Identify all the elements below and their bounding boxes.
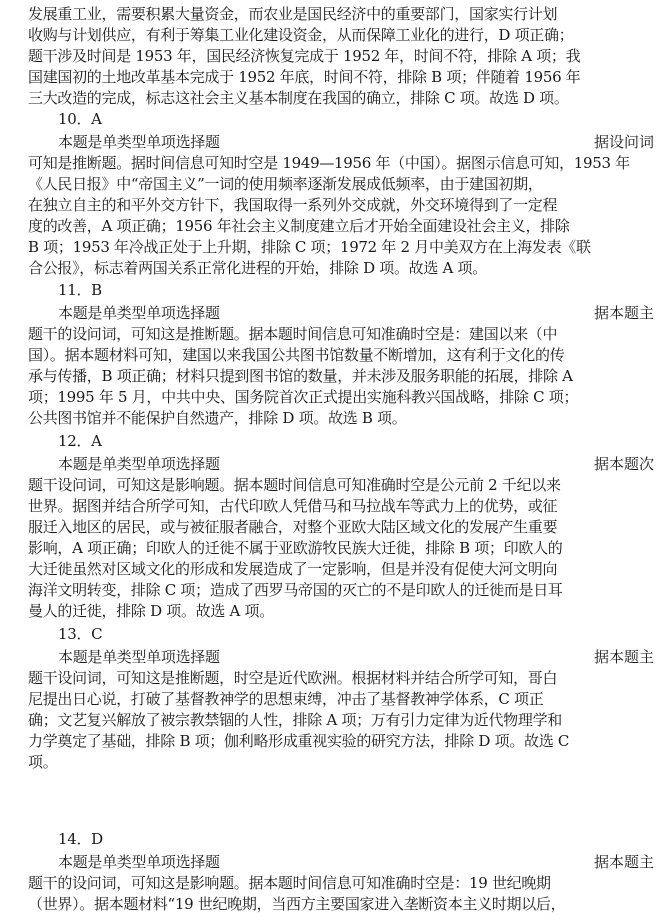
q12-line-5: 大迁徙虽然对区域文化的形成和发展造成了一定影响，但是并没有促使大河文明向	[28, 560, 558, 578]
intro-line-1: 发展重工业，需要积累大量资金，而农业是国民经济中的重要部门，国家实行计划	[28, 5, 558, 23]
q12-answer: 12．A	[58, 432, 102, 450]
intro-line-2: 收购与计划供应，有利于筹集工业化建设资金，从而保障工业化的进行，D 项正确；	[28, 26, 574, 44]
q12-line-2: 世界。据图并结合所学可知，古代印欧人凭借马和马拉战车等武力上的优势，或征	[28, 497, 558, 515]
q13-line-4: 力学奠定了基础，排除 B 项；伽利略形成重视实验的研究方法，排除 D 项。故选 C	[28, 732, 570, 750]
q11-line-2: 国）。据本题材料可知，建国以来我国公共图书馆数量不断增加，这有利于文化的传	[28, 346, 565, 364]
q11-line-4: 项；1995 年 5 月，中共中央、国务院首次正式提出实施科教兴国战略，排除 C 项；	[28, 388, 579, 406]
q10-line-2: 《人民日报》中“帝国主义”一词的使用频率逐渐发展成低频率，由于建国初期，	[28, 175, 543, 193]
q10-answer: 10．A	[58, 110, 102, 128]
q10-line-4: 度的改善，A 项正确；1956 年社会主义制度建立后才开始全面建设社会主义，排除	[28, 217, 570, 235]
intro-line-3: 题干涉及时间是 1953 年，国民经济恢复完成于 1952 年，时间不符，排除 A 项；我	[28, 47, 581, 65]
q12-line-4: 影响，A 项正确；印欧人的迁徙不属于亚欧游牧民族大迁徙，排除 B 项；印欧人的	[28, 539, 563, 557]
q11-type: 本题是单类型单项选择题	[58, 304, 220, 322]
q13-line-5: 项。	[28, 753, 58, 771]
q10-type: 本题是单类型单项选择题	[58, 133, 220, 151]
q11-answer: 11．B	[58, 281, 102, 299]
q10-line-1: 可知是推断题。据时间信息可知时空是 1949—1956 年（中国）。据图示信息可知，1953 年	[28, 154, 630, 172]
intro-line-4: 国建国初的土地改革基本完成于 1952 年底，时间不符，排除 B 项；伴随着 1956 年	[28, 68, 581, 86]
q12-line-6: 海洋文明转变，排除 C 项；造成了西罗马帝国的灭亡的不是印欧人的迁徙而是日耳	[28, 581, 563, 599]
q13-line-3: 确；文艺复兴解放了被宗教禁锢的人性，排除 A 项；万有引力定律为近代物理学和	[28, 711, 562, 729]
q10-line-6: 合公报》，标志着两国关系正常化进程的开始，排除 D 项。故选 A 项。	[28, 259, 487, 277]
q13-hint: 据本题主	[593, 648, 654, 666]
q14-hint: 据本题主	[593, 853, 654, 871]
q13-line-1: 题干设问词，可知这是推断题，时空是近代欧洲。根据材料并结合所学可知，哥白	[28, 669, 558, 687]
q11-line-3: 承与传播，B 项正确；材料只提到图书馆的数量，并未涉及服务职能的拓展，排除 A	[28, 367, 573, 385]
q14-line-2: （世界）。据本题材料“19 世纪晚期，当西方主要国家进入垄断资本主义时期以后，	[28, 895, 566, 913]
q11-line-1: 题干的设问词，可知这是推断题。据本题时间信息可知准确时空是：建国以来（中	[28, 325, 558, 343]
q14-type: 本题是单类型单项选择题	[58, 853, 220, 871]
q10-line-3: 在独立自主的和平外交方针下，我国取得一系列外交成就，外交环境得到了一定程	[28, 196, 558, 214]
q10-hint: 据设问词	[593, 133, 654, 151]
q12-line-7: 曼人的迁徙，排除 D 项。故选 A 项。	[28, 602, 274, 620]
q11-line-5: 公共图书馆并不能保护自然遗产，排除 D 项。故选 B 项。	[28, 409, 407, 427]
q14-line-1: 题干的设问词，可知这是影响题。据本题时间信息可知准确时空是：19 世纪晚期	[28, 874, 551, 892]
q12-type: 本题是单类型单项选择题	[58, 455, 220, 473]
q12-hint: 据本题次	[593, 455, 654, 473]
q14-answer: 14．D	[58, 830, 103, 848]
q12-line-3: 服迁入地区的居民，或与被征服者融合，对整个亚欧大陆区域文化的发展产生重要	[28, 518, 558, 536]
q13-type: 本题是单类型单项选择题	[58, 648, 220, 666]
q12-line-1: 题干设问词，可知这是影响题。据本题时间信息可知准确时空是公元前 2 千纪以来	[28, 476, 561, 494]
q13-line-2: 尼提出日心说，打破了基督教神学的思想束缚，冲击了基督教神学体系，C 项正	[28, 690, 544, 708]
q13-answer: 13．C	[58, 625, 103, 643]
q10-line-5: B 项；1953 年冷战正处于上升期，排除 C 项；1972 年 2 月中美双方在上海发表《联	[28, 238, 591, 256]
q11-hint: 据本题主	[593, 304, 654, 322]
intro-line-5: 三大改造的完成，标志这社会主义基本制度在我国的确立，排除 C 项。故选 D 项。	[28, 89, 569, 107]
